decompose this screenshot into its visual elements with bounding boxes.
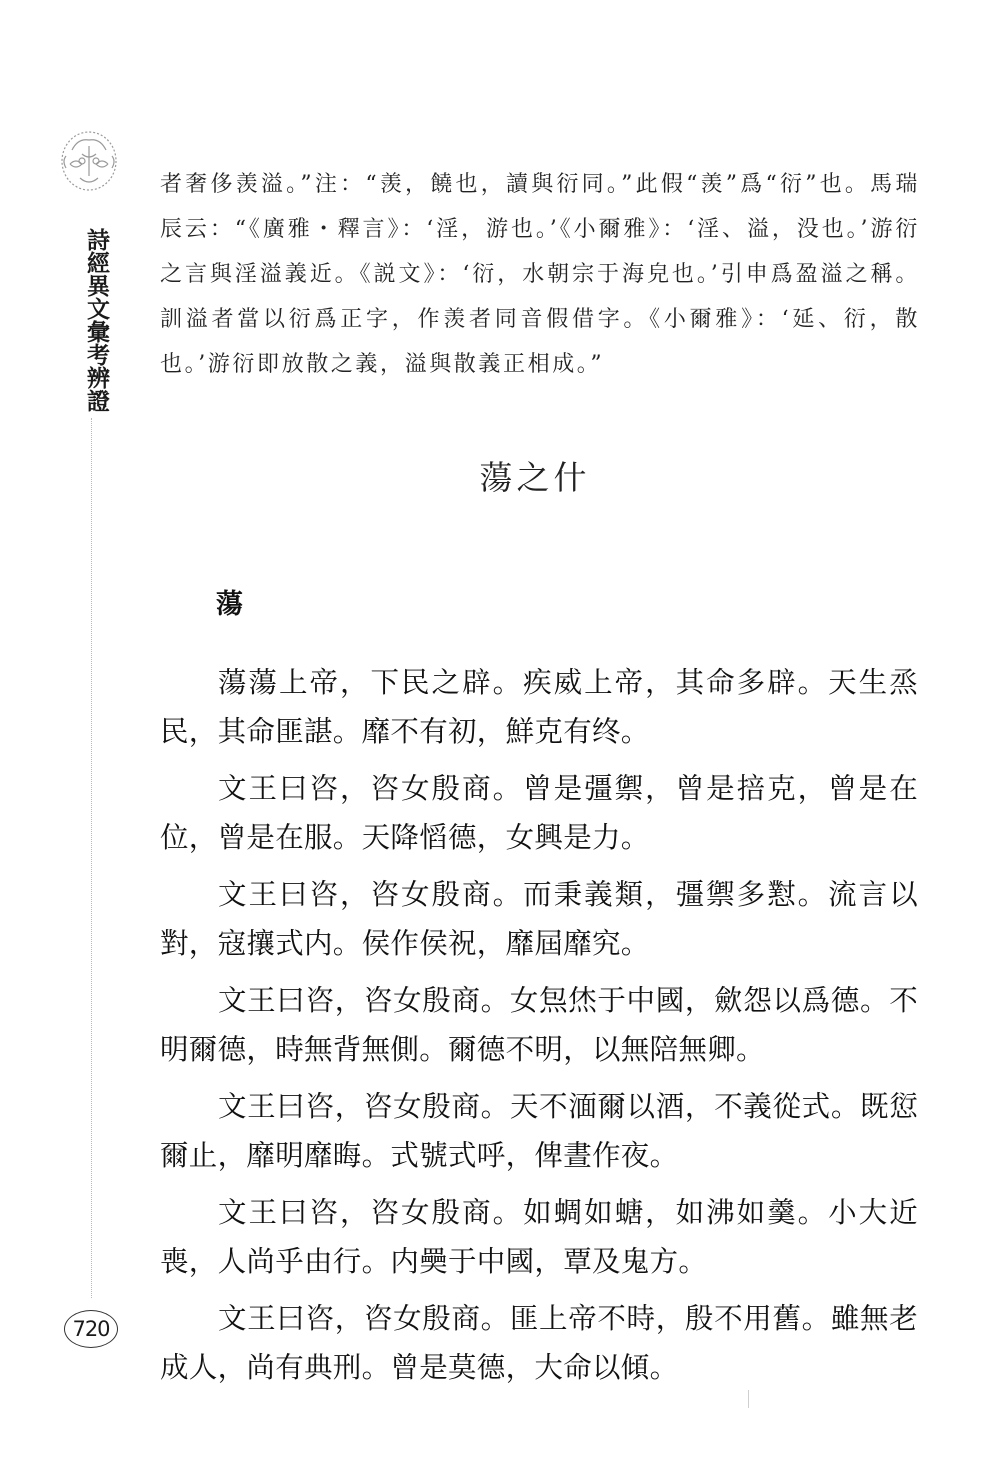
scan-speck [748,1390,749,1408]
running-book-title: 詩經異文彙考辨證 [83,228,110,412]
poem-body [160,658,918,1400]
poem-stanza: 文王曰咨，咨女殷商。而秉義類，彊禦多懟。流言以對，寇攘式内。侯作侯祝，靡屆靡究。 [160,878,918,960]
section-title: 蕩之什 [479,458,591,497]
poem-stanza: 文王曰咨，咨女殷商。女炰烋于中國，歛怨以爲德。不明爾德，時無背無側。爾德不明，以無陪無卿。 [160,984,918,1066]
poem-stanza: 文王曰咨，咨女殷商。天不湎爾以酒，不義從式。既愆爾止，靡明靡晦。式號式呼，俾晝作夜。 [160,1090,918,1172]
poem-stanza: 文王曰咨，咨女殷商。曾是彊禦，曾是掊克，曾是在位，曾是在服。天降慆德，女興是力。 [160,772,918,854]
decorative-emblem-icon [58,128,120,194]
poem-stanza: 蕩蕩上帝，下民之辟。疾威上帝，其命多辟。天生烝民，其命匪諶。靡不有初，鮮克有终。 [160,666,918,748]
poem-stanza: 文王曰咨，咨女殷商。匪上帝不時，殷不用舊。雖無老成人，尚有典刑。曾是莫德，大命以傾。 [160,1302,918,1384]
page-number: 720 [64,1310,118,1348]
poem-stanza: 文王曰咨，咨女殷商。如蜩如螗，如沸如羹。小大近喪，人尚乎由行。内奰于中國，覃及鬼方。 [160,1196,918,1278]
commentary-paragraph: 者奢侈羡溢。”注：“羡，饒也，讀與衍同。”此假“羡”爲“衍”也。馬瑞辰云：“《廣雅・釋言》：‘淫，游也。’《小爾雅》：‘淫、溢，没也。’游衍之言與淫溢義近。《説文》：‘衍，水朝宗于海皃也。’引申爲盈溢之稱。訓溢者當以衍爲正字，作羡者同音假借字。《小爾雅》：‘延、衍，散也。’游衍即放散之義，溢與散義正相成。” [160,172,920,377]
margin-dotted-rule [91,418,92,1298]
poem-title: 蕩 [216,589,243,620]
